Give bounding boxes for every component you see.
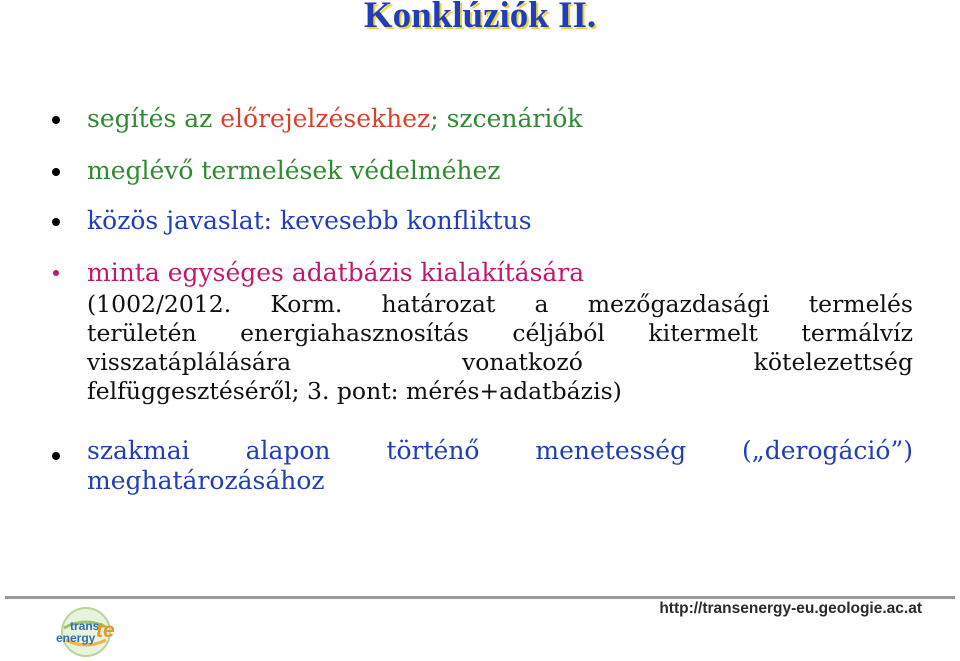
bullet-text-highlight: előrejelzésekhez — [220, 104, 431, 133]
bullet-text-line: szakmai alapon történő menetesség („derogáció”) — [87, 436, 913, 465]
bullet-dot — [52, 168, 60, 176]
bullet-text: meglévő termelések védelméhez — [87, 156, 501, 185]
bullet-text-derogation — [87, 436, 913, 496]
bullet-text-part: segítés az — [87, 104, 221, 133]
bullet-text-line: meghatározásához — [87, 466, 325, 495]
paragraph-line: felfüggesztéséről; 3. pont: mérés+adatbázis) — [87, 377, 622, 405]
paragraph-line: (1002/2012. Korm. határozat a mezőgazdasági termelés — [87, 290, 913, 318]
footer-url[interactable]: http://transenergy-eu.geologie.ac.at — [659, 600, 922, 617]
page-title: Konklúziók II. — [363, 0, 597, 36]
bullet-text: minta egységes adatbázis kialakítására — [87, 258, 585, 287]
transenergy-logo — [56, 606, 120, 658]
logo-text-trans: trans — [70, 619, 100, 633]
bullet-text: közös javaslat: kevesebb konfliktus — [87, 206, 532, 235]
logo-text-te: te — [96, 619, 115, 642]
regulation-paragraph — [87, 290, 913, 406]
bullet-dot — [52, 452, 60, 460]
paragraph-line: területén energiahasznosítás céljából kitermelt termálvíz — [87, 319, 913, 347]
bullet-text — [87, 104, 583, 134]
footer-divider — [5, 596, 955, 599]
bullet-dot — [52, 116, 60, 124]
bullet-dot — [53, 270, 59, 276]
bullet-dot — [52, 218, 60, 226]
logo-text-energy: energy — [56, 631, 96, 645]
paragraph-line: visszatáplálására vonatkozó kötelezettség — [87, 348, 913, 376]
bullet-text-part: ; szcenáriók — [430, 104, 583, 133]
